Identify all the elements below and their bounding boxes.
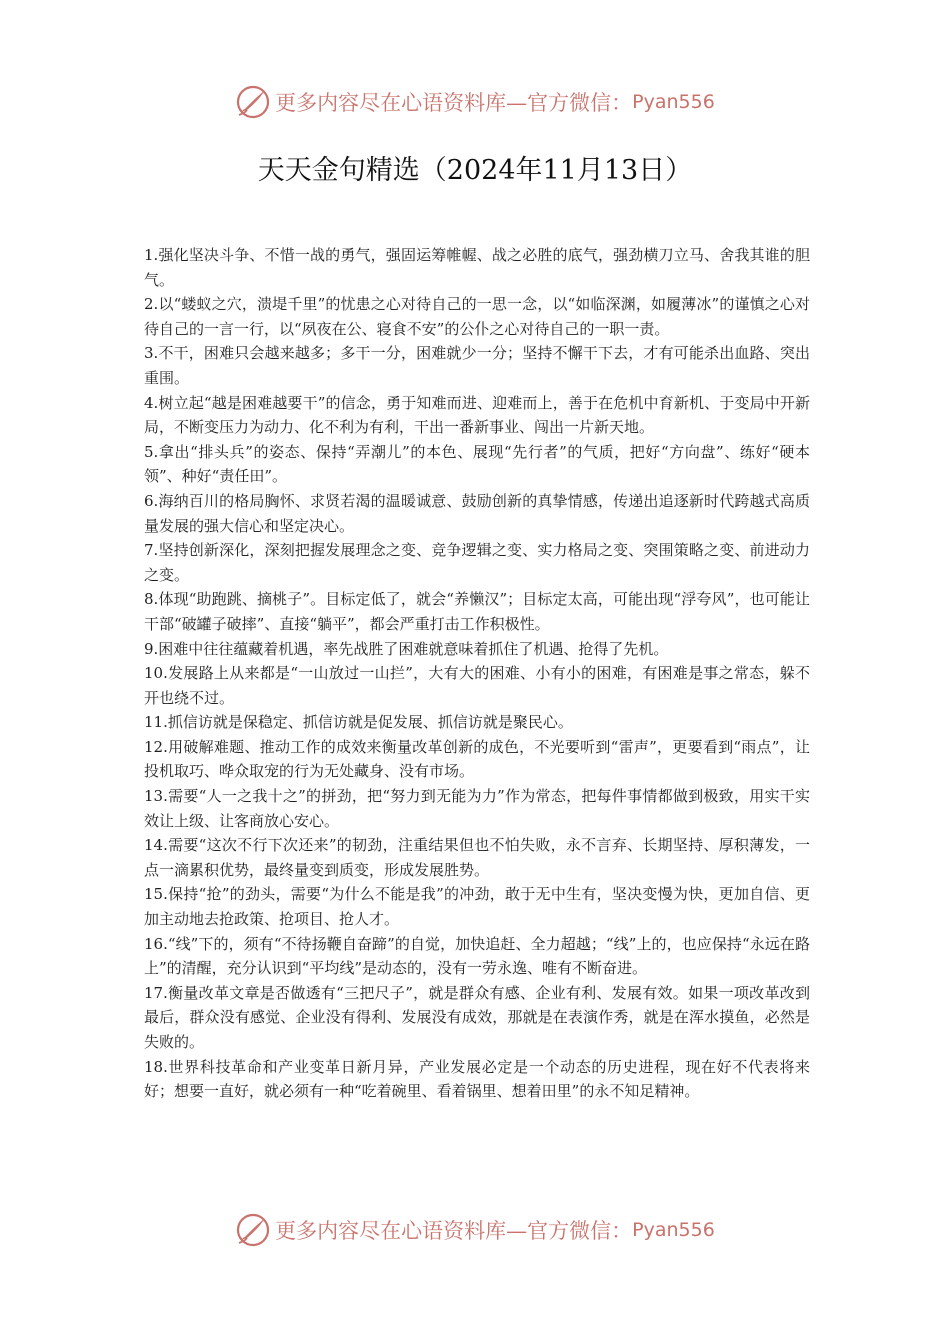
quote-list xyxy=(144,243,810,1104)
quote-item: 5.拿出“排头兵”的姿态、保持“弄潮儿”的本色、展现“先行者”的气质，把好“方向盘”、练好“硬本领”、种好“责任田”。 xyxy=(144,442,810,486)
quote-item: 3.不干，困难只会越来越多；多干一分，困难就少一分；坚持不懈干下去，才有可能杀出血路、突出重围。 xyxy=(144,344,810,387)
quote-item: 16.“线”下的，须有“不待扬鞭自奋蹄”的自觉，加快追赶、全力超越；“线”上的，也应保持“永远在路上”的清醒，充分认识到“平均线”是动态的，没有一劳永逸、唯有不断奋进。 xyxy=(144,934,810,978)
page-title: 天天金句精选（2024年11月13日） xyxy=(257,155,693,186)
quote-item: 11.抓信访就是保稳定、抓信访就是促发展、抓信访就是聚民心。 xyxy=(144,713,573,732)
banner-wechat-id: Pyan556 xyxy=(632,1219,715,1241)
quill-logo-icon xyxy=(235,1212,271,1248)
quote-item: 13.需要“人一之我十之”的拼劲，把“努力到无能为力”作为常态，把每件事情都做到极致，用实干实效让上级、让客商放心安心。 xyxy=(144,787,810,830)
quote-item: 9.困难中往往蕴藏着机遇，率先战胜了困难就意味着抓住了机遇、抢得了先机。 xyxy=(144,639,669,658)
quote-item: 6.海纳百川的格局胸怀、求贤若渴的温暖诚意、鼓励创新的真挚情感，传递出追逐新时代跨越式高质量发展的强大信心和坚定决心。 xyxy=(144,491,810,535)
quote-item: 18.世界科技革命和产业变革日新月异，产业发展必定是一个动态的历史进程，现在好不代表将来好；想要一直好，就必须有一种“吃着碗里、看着锅里、想着田里”的永不知足精神。 xyxy=(144,1057,810,1101)
banner-text: 更多内容尽在心语资料库—官方微信： xyxy=(275,91,633,115)
quill-logo-icon xyxy=(235,84,271,120)
header-banner xyxy=(0,82,950,122)
footer-banner xyxy=(0,1210,950,1250)
quote-item: 4.树立起“越是困难越要干”的信念，勇于知难而进、迎难而上，善于在危机中育新机、于变局中开新局，不断变压力为动力、化不利为有利，干出一番新事业、闯出一片新天地。 xyxy=(144,393,810,437)
quote-item: 8.体现“助跑跳、摘桃子”。目标定低了，就会“养懒汉”；目标定太高，可能出现“浮夸风”，也可能让干部“破罐子破摔”、直接“躺平”，都会严重打击工作积极性。 xyxy=(144,590,810,633)
quote-item: 15.保持“抢”的劲头，需要“为什么不能是我”的冲劲，敢于无中生有，坚决变慢为快，更加自信、更加主动地去抢政策、抢项目、抢人才。 xyxy=(144,885,810,929)
quote-item: 12.用破解难题、推动工作的成效来衡量改革创新的成色，不光要听到“雷声”，更要看到“雨点”，让投机取巧、哗众取宠的行为无处藏身、没有市场。 xyxy=(144,737,810,781)
quote-item: 10.发展路上从来都是“一山放过一山拦”，大有大的困难、小有小的困难，有困难是事之常态，躲不开也绕不过。 xyxy=(144,664,810,707)
banner-wechat-id: Pyan556 xyxy=(632,91,715,113)
quote-item: 1.强化坚决斗争、不惜一战的勇气，强固运筹帷幄、战之必胜的底气，强劲横刀立马、舍我其谁的胆气。 xyxy=(144,246,810,289)
quote-item: 14.需要“这次不行下次还来”的韧劲，注重结果但也不怕失败，永不言弃、长期坚持、厚积薄发，一点一滴累积优势，最终量变到质变，形成发展胜势。 xyxy=(144,836,810,879)
banner-text: 更多内容尽在心语资料库—官方微信： xyxy=(275,1219,633,1243)
quote-item: 7.坚持创新深化，深刻把握发展理念之变、竞争逻辑之变、实力格局之变、突围策略之变、前进动力之变。 xyxy=(144,541,810,584)
quote-item: 2.以“蝼蚁之穴，溃堤千里”的忧患之心对待自己的一思一念，以“如临深渊，如履薄冰”的谨慎之心对待自己的一言一行，以“夙夜在公、寝食不安”的公仆之心对待自己的一职一责。 xyxy=(144,295,810,338)
quote-item: 17.衡量改革文章是否做透有“三把尺子”，就是群众有感、企业有利、发展有效。如果一项改革改到最后，群众没有感觉、企业没有得利、发展没有成效，那就是在表演作秀，就是在浑水摸鱼，必然是失败的。 xyxy=(144,983,810,1051)
